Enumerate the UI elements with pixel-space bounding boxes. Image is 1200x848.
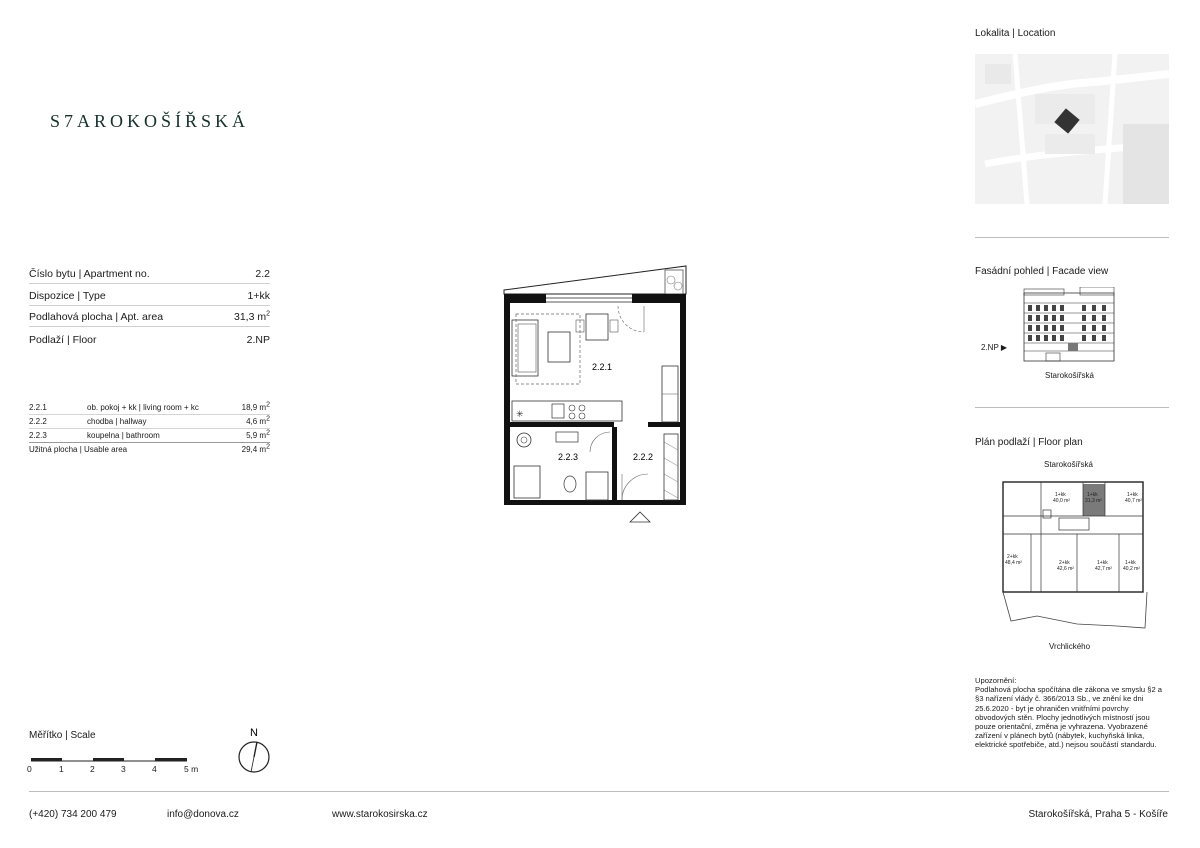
info-label: Číslo bytu | Apartment no. bbox=[29, 268, 150, 280]
svg-text:1+kk: 1+kk bbox=[1097, 560, 1108, 566]
info-value: 2.NP bbox=[246, 333, 270, 346]
svg-text:48,4 m²: 48,4 m² bbox=[1005, 560, 1022, 566]
room-id: 2.2.1 bbox=[29, 402, 47, 412]
north-arrow-icon bbox=[236, 726, 272, 774]
info-row-floor bbox=[29, 329, 270, 349]
wall bbox=[632, 294, 686, 303]
room-label-221: 2.2.1 bbox=[592, 362, 613, 372]
wall bbox=[504, 294, 510, 504]
wall bbox=[648, 422, 686, 427]
shower bbox=[514, 466, 540, 498]
kitchen-counter bbox=[512, 401, 622, 421]
room-schedule bbox=[29, 400, 270, 456]
footer-divider bbox=[29, 791, 1169, 792]
notice-heading: Upozornění: bbox=[975, 676, 1017, 685]
wall bbox=[680, 294, 686, 504]
wall bbox=[504, 500, 686, 505]
svg-text:1+kk: 1+kk bbox=[1087, 492, 1098, 498]
floor-plan-title: Plán podlaží | Floor plan bbox=[975, 437, 1083, 448]
footer-phone[interactable]: (+420) 734 200 479 bbox=[29, 809, 117, 820]
svg-text:1+kk: 1+kk bbox=[1055, 492, 1066, 498]
svg-text:40,7 m²: 40,7 m² bbox=[1125, 498, 1142, 504]
room-area: 4,6 $m^2$ bbox=[246, 415, 270, 426]
scale-title: Měřítko | Scale bbox=[29, 730, 96, 741]
svg-text:N: N bbox=[250, 727, 258, 739]
svg-text:1+kk: 1+kk bbox=[1125, 560, 1136, 566]
footer-website[interactable]: www.starokosirska.cz bbox=[332, 809, 428, 820]
svg-text:42,6 m²: 42,6 m² bbox=[1057, 566, 1074, 572]
sink bbox=[552, 404, 564, 418]
scale-tick: 5 m bbox=[184, 764, 199, 774]
room-row bbox=[29, 414, 270, 428]
scale-tick: 3 bbox=[121, 764, 126, 774]
info-row-type bbox=[29, 286, 270, 306]
room-area: 5,9 $m^2$ bbox=[246, 429, 270, 440]
room-row bbox=[29, 400, 270, 414]
room-label-223: 2.2.3 bbox=[558, 452, 579, 462]
info-label: Podlahová plocha | Apt. area bbox=[29, 311, 164, 323]
floor-overview-drawing bbox=[997, 476, 1153, 636]
scale-bar bbox=[31, 754, 187, 762]
scale-tick: 2 bbox=[90, 764, 95, 774]
sofa bbox=[512, 320, 538, 376]
info-value: 2.2 bbox=[255, 268, 270, 280]
facade-title: Fasádní pohled | Facade view bbox=[975, 266, 1109, 277]
wall bbox=[504, 422, 614, 427]
info-row-area bbox=[29, 307, 270, 327]
scale-tick: 0 bbox=[27, 764, 32, 774]
facade-drawing bbox=[1020, 287, 1120, 363]
usable-area-label: Užitná plocha | Usable area bbox=[29, 445, 128, 454]
svg-text:✳: ✳ bbox=[516, 409, 524, 419]
washing-machine bbox=[586, 472, 608, 500]
usable-area-value: 29,4 $m^2$ bbox=[241, 443, 270, 454]
svg-text:2+kk: 2+kk bbox=[1059, 560, 1070, 566]
footer-address: Starokošířská, Praha 5 - Košíře bbox=[1028, 809, 1168, 820]
room-id: 2.2.3 bbox=[29, 431, 47, 440]
facade-street: Starokošířská bbox=[1045, 371, 1094, 380]
balcony-outline bbox=[504, 266, 686, 294]
toilet bbox=[564, 476, 576, 492]
highlighted-floor bbox=[1068, 343, 1078, 351]
info-row-apartment-no bbox=[29, 264, 270, 284]
svg-text:31,3 m²: 31,3 m² bbox=[1085, 498, 1102, 504]
room-row bbox=[29, 428, 270, 442]
wall bbox=[504, 294, 546, 303]
svg-text:1+kk: 1+kk bbox=[1127, 492, 1138, 498]
svg-text:40,0 m²: 40,0 m² bbox=[1053, 498, 1070, 504]
info-value-wrap bbox=[234, 311, 270, 323]
info-label: Podlaží | Floor bbox=[29, 333, 97, 346]
footer-email[interactable]: info@donova.cz bbox=[167, 809, 239, 820]
coffee-table bbox=[548, 332, 570, 362]
info-value: 31,3 m bbox=[233, 311, 267, 323]
dining-table bbox=[586, 314, 608, 340]
washbasin bbox=[517, 433, 531, 447]
facade-floor-marker: 2.NP ▶ bbox=[981, 343, 1008, 352]
notice bbox=[975, 676, 1165, 750]
usable-area-row bbox=[29, 442, 270, 456]
room-name: ob. pokoj + kk | living room + kc bbox=[87, 402, 199, 412]
apartment-info-table bbox=[29, 264, 270, 350]
wall bbox=[612, 427, 617, 505]
room-area: 18,9 $m^2$ bbox=[241, 400, 270, 412]
location-title: Lokalita | Location bbox=[975, 28, 1056, 39]
entrance-arrow bbox=[630, 512, 650, 522]
scale-tick: 4 bbox=[152, 764, 157, 774]
scale-numbers bbox=[27, 764, 207, 776]
floor-plan-street-bottom: Vrchlického bbox=[1049, 642, 1091, 651]
notice-text: Podlahová plocha spočítána dle zákona ve smyslu §2 a §3 nařízení vlády č. 366/2013 Sb., ve znění ke dni 25.6.2020 - byt je ohraničen vnitřními povrchy obvodových stěn. Plochy jednotlivých místností jsou pouze orientační, změna je vyhrazena. Vyobrazené zařízení v plánech bytů (nábytek, kuchyňská linka, elektrické spotřebiče, atd.) nejsou součástí standardu. bbox=[975, 685, 1163, 750]
svg-text:2+kk: 2+kk bbox=[1007, 554, 1018, 560]
floor-plan-street-top: Starokošířská bbox=[1044, 460, 1093, 469]
room-name: koupelna | bathroom bbox=[87, 431, 160, 440]
room-name: chodba | hallway bbox=[87, 417, 147, 426]
divider bbox=[975, 237, 1169, 238]
location-map bbox=[975, 54, 1169, 204]
info-label: Dispozice | Type bbox=[29, 289, 106, 302]
divider bbox=[975, 407, 1169, 408]
apartment-floor-plan bbox=[500, 262, 690, 528]
room-label-222: 2.2.2 bbox=[633, 452, 654, 462]
svg-text:40,2 m²: 40,2 m² bbox=[1123, 566, 1140, 572]
brand-logo: S7AROKOŠÍŘSKÁ bbox=[50, 111, 250, 131]
room-id: 2.2.2 bbox=[29, 417, 47, 426]
scale-tick: 1 bbox=[59, 764, 64, 774]
info-value: 1+kk bbox=[247, 289, 270, 302]
unit-superscript: 2 bbox=[266, 310, 270, 318]
svg-text:42,7 m²: 42,7 m² bbox=[1095, 566, 1112, 572]
